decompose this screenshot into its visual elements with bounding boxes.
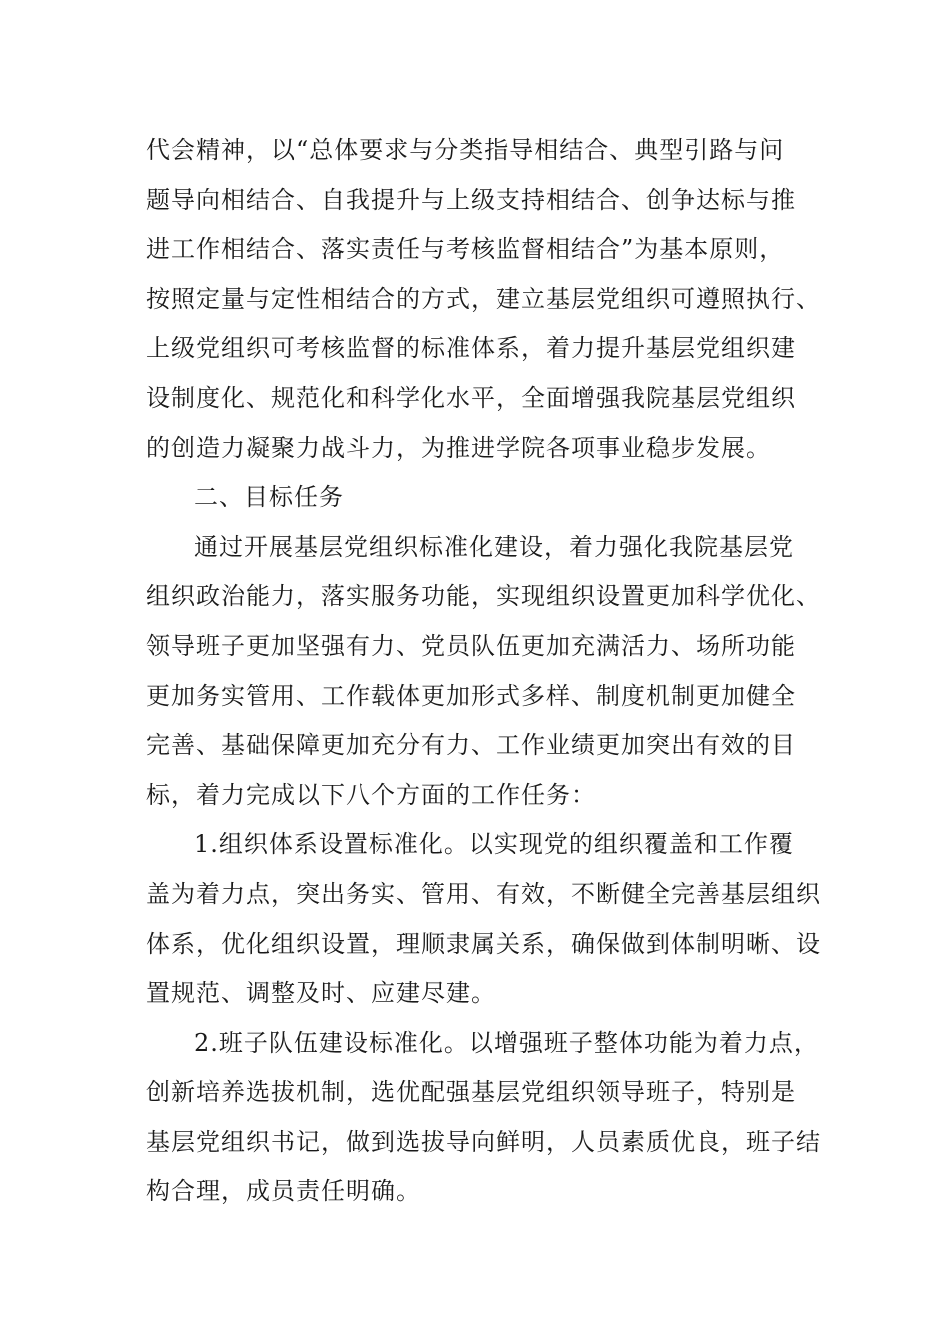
text-line: 进工作相结合、落实责任与考核监督相结合”为基本原则， <box>146 235 785 264</box>
text-line: 的创造力凝聚力战斗力，为推进学院各项事业稳步发展。 <box>146 433 771 462</box>
text-line: 完善、基础保障更加充分有力、工作业绩更加突出有效的目 <box>146 731 796 760</box>
text-line: 设制度化、规范化和科学化水平，全面增强我院基层党组织 <box>146 383 796 412</box>
text-line: 代会精神，以“总体要求与分类指导相结合、典型引路与问 <box>146 136 785 164</box>
text-line: 标，着力完成以下八个方面的工作任务： <box>146 780 596 809</box>
text-line: 1.组织体系设置标准化。以实现党的组织覆盖和工作覆 <box>194 830 794 859</box>
text-line: 盖为着力点，突出务实、管用、有效，不断健全完善基层组织 <box>146 879 821 908</box>
text-line: 领导班子更加坚强有力、党员队伍更加充满活力、场所功能 <box>146 631 796 660</box>
text-line: 置规范、调整及时、应建尽建。 <box>146 979 496 1008</box>
text-line: 基层党组织书记，做到选拔导向鲜明，人员素质优良，班子结 <box>146 1127 821 1156</box>
document-body <box>146 126 836 1217</box>
text-line: 更加务实管用、工作载体更加形式多样、制度机制更加健全 <box>146 681 796 710</box>
text-line: 体系，优化组织设置，理顺隶属关系，确保做到体制明晰、设 <box>146 929 821 958</box>
text-line: 组织政治能力，落实服务功能，实现组织设置更加科学优化、 <box>146 582 821 611</box>
text-line: 2.班子队伍建设标准化。以增强班子整体功能为着力点， <box>194 1028 819 1057</box>
text-line: 构合理，成员责任明确。 <box>146 1177 421 1206</box>
text-line: 上级党组织可考核监督的标准体系，着力提升基层党组织建 <box>146 334 796 363</box>
text-line: 创新培养选拔机制，选优配强基层党组织领导班子，特别是 <box>146 1078 796 1107</box>
text-line: 二、目标任务 <box>194 483 344 512</box>
text-line: 按照定量与定性相结合的方式，建立基层党组织可遵照执行、 <box>146 284 821 313</box>
text-line: 通过开展基层党组织标准化建设，着力强化我院基层党 <box>194 532 794 561</box>
text-line: 题导向相结合、自我提升与上级支持相结合、创争达标与推 <box>146 185 796 214</box>
